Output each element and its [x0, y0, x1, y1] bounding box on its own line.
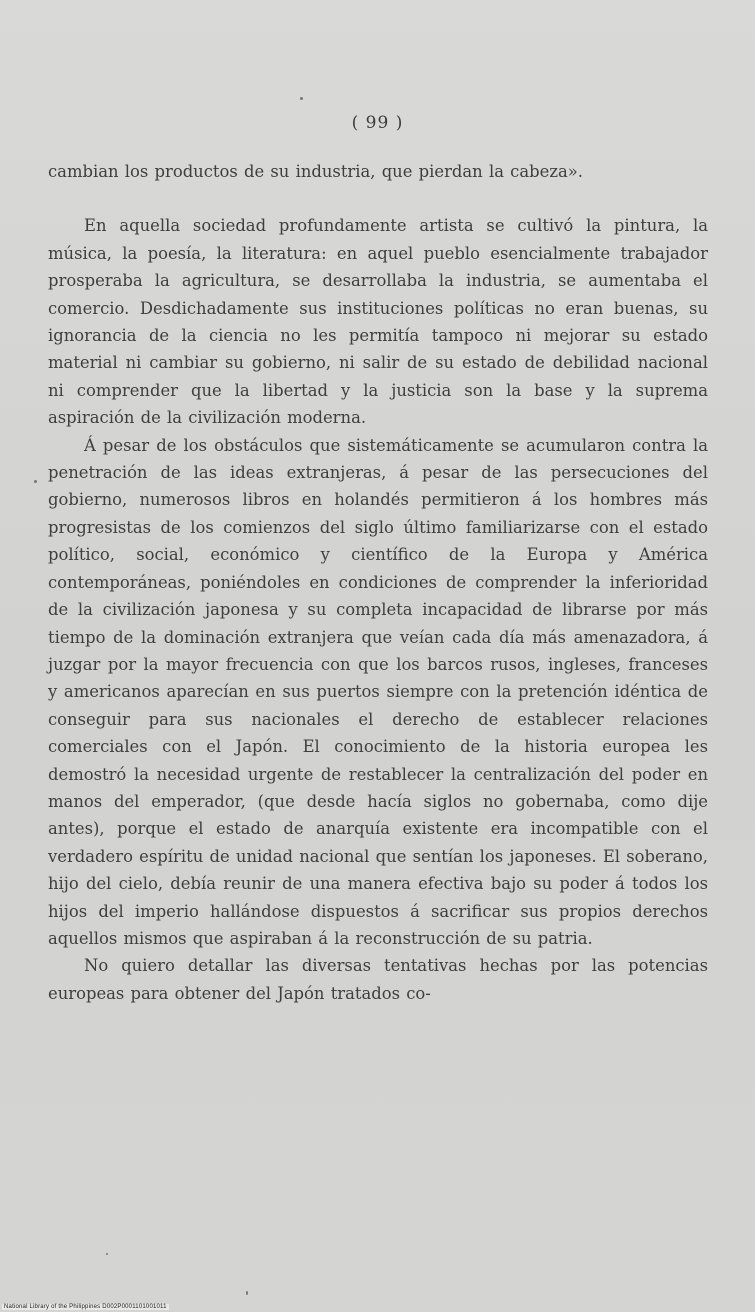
ink-speck	[34, 480, 37, 483]
body-text	[48, 158, 708, 1007]
paragraph-continuation: cambian los productos de su industria, que pierdan la cabeza».	[48, 162, 583, 181]
page-number: ( 99 )	[351, 113, 404, 133]
ink-speck	[300, 97, 303, 100]
paragraph: Á pesar de los obstáculos que sistemáticamente se acumularon contra la penetración de las ideas extranjeras, á pesar de las persecuciones del gobierno, numerosos libros en holandés permitieron á los hombres más progresistas de los comienzos del siglo último familiarizarse con el estado político, social, económico y científico de la Europa y América contemporáneas, poniéndoles en condiciones de comprender la inferioridad de la civilización japonesa y su completa incapacidad de librarse por más tiempo de la dominación extranjera que veían cada día más amenazadora, á juzgar por la mayor frecuencia con que los barcos rusos, ingleses, franceses y americanos aparecían en sus puertos siempre con la pretención idéntica de conseguir para sus nacionales el derecho de establecer relaciones comerciales con el Japón. El conocimiento de la historia europea les demostró la necesidad urgente de restablecer la centralización del poder en manos del emperador, (que desde hacía siglos no gobernaba, como dije antes), porque el estado de anarquía existente era incompatible con el verdadero espíritu de unidad nacional que sentían los japoneses. El soberano, hijo del cielo, debía reunir de una manera efectiva bajo su poder á todos los hijos del imperio hallándose dispuestos á sacrificar sus propios derechos aquellos mismos que aspiraban á la reconstrucción de su patria.	[48, 435, 708, 948]
ink-speck	[106, 1253, 108, 1255]
paragraph: En aquella sociedad profundamente artista se cultivó la pintura, la música, la poesía, la literatura: en aquel pueblo esencialmente trabajador prosperaba la agricultura, se desarrollaba la industria, se aumentaba el comercio. Desdichadamente sus instituciones políticas no eran buenas, su ignorancia de la ciencia no les permitía tampoco ni mejorar su estado material ni cambiar su gobierno, ni salir de su estado de debilidad nacional ni comprender que la libertad y la justicia son la base y la suprema aspiración de la civilización moderna.	[48, 216, 708, 428]
ink-speck	[246, 1291, 248, 1295]
paragraph: No quiero detallar las diversas tentativas hechas por las potencias europeas para obtener del Japón tratados co-	[48, 956, 708, 1003]
library-footer: National Library of the Philippines D002P0001101001011	[4, 1304, 167, 1310]
